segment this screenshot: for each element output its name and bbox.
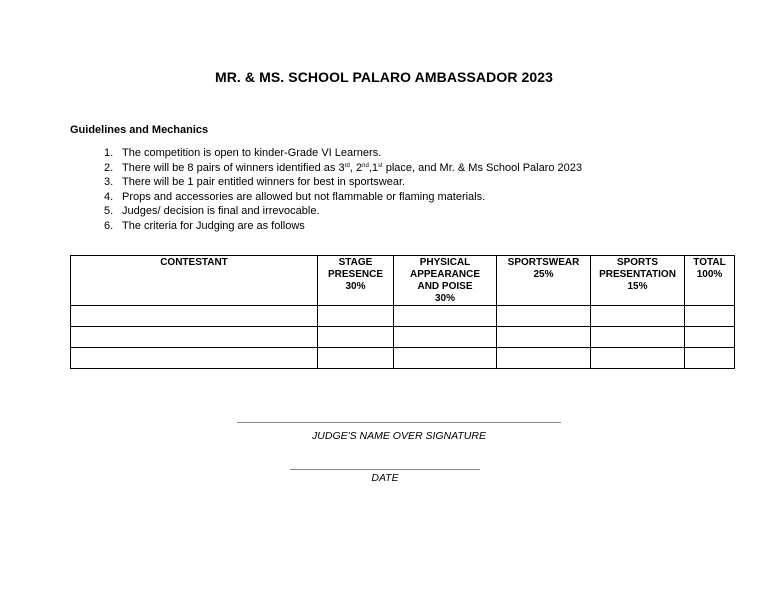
table-row [71,348,735,369]
guideline-text: Props and accessories are allowed but not flammable or flaming materials. [122,190,486,203]
guideline-item [104,190,582,205]
guideline-number: 1. [104,147,114,159]
guideline-item [104,161,583,176]
guideline-number: 5. [104,205,114,217]
header-total: TOTAL 100% [685,256,735,306]
table-cell[interactable] [591,327,685,348]
guideline-text: The competition is open to kinder-Grade VI Learners. [122,147,382,159]
guideline-text-part: ,1 [368,161,379,174]
guideline-item [104,146,582,161]
signature-line [237,422,561,423]
guideline-text-part: , 2 [349,161,363,174]
table-cell[interactable] [71,306,318,327]
table-cell[interactable] [394,306,497,327]
guidelines-heading: Guidelines and Mechanics [70,124,209,136]
table-row [71,327,735,348]
table-cell[interactable] [497,348,591,369]
table-cell[interactable] [685,306,735,327]
guideline-text-part: place, and Mr. & Ms School Palaro 2023 [382,161,583,174]
ordinal-suffix: nd [362,162,369,169]
table-cell[interactable] [318,348,394,369]
table-cell[interactable] [394,348,497,369]
table-cell[interactable] [497,306,591,327]
header-sportswear: SPORTSWEAR 25% [497,256,591,306]
document-title: MR. & MS. SCHOOL PALARO AMBASSADOR 2023 [214,69,554,85]
table-cell[interactable] [591,348,685,369]
guideline-item [104,219,582,234]
table-cell[interactable] [71,348,318,369]
judging-criteria-table [70,255,735,369]
guideline-text: There will be 1 pair entitled winners for best in sportswear. [122,176,406,188]
signature-label: JUDGE'S NAME OVER SIGNATURE [312,430,486,442]
guideline-number: 3. [104,176,114,188]
date-label: DATE [371,472,399,484]
header-physical-appearance: PHYSICAL APPEARANCE AND POISE 30% [394,256,497,306]
guideline-item [104,175,582,190]
table-cell[interactable] [685,348,735,369]
table-cell[interactable] [71,327,318,348]
table-cell[interactable] [318,327,394,348]
guideline-text: Judges/ decision is final and irrevocable. [122,205,320,217]
guideline-item [104,204,582,219]
ordinal-suffix: st [378,162,383,169]
date-line [290,469,480,470]
header-stage-presence: STAGE PRESENCE 30% [318,256,394,306]
table-header-row [71,256,735,306]
ordinal-suffix: rd [344,162,350,169]
table-cell[interactable] [318,306,394,327]
table-cell[interactable] [591,306,685,327]
guideline-text-part: There will be 8 pairs of winners identified as 3 [122,161,345,174]
header-sports-presentation: SPORTS PRESENTATION 15% [591,256,685,306]
guideline-text: The criteria for Judging are as follows [122,219,305,232]
guideline-number: 2. [104,161,114,174]
guidelines-list [104,146,583,233]
table-cell[interactable] [497,327,591,348]
table-cell[interactable] [685,327,735,348]
guideline-number: 6. [104,219,114,232]
header-contestant: CONTESTANT [71,256,318,306]
guideline-number: 4. [104,190,114,203]
table-cell[interactable] [394,327,497,348]
table-row [71,306,735,327]
